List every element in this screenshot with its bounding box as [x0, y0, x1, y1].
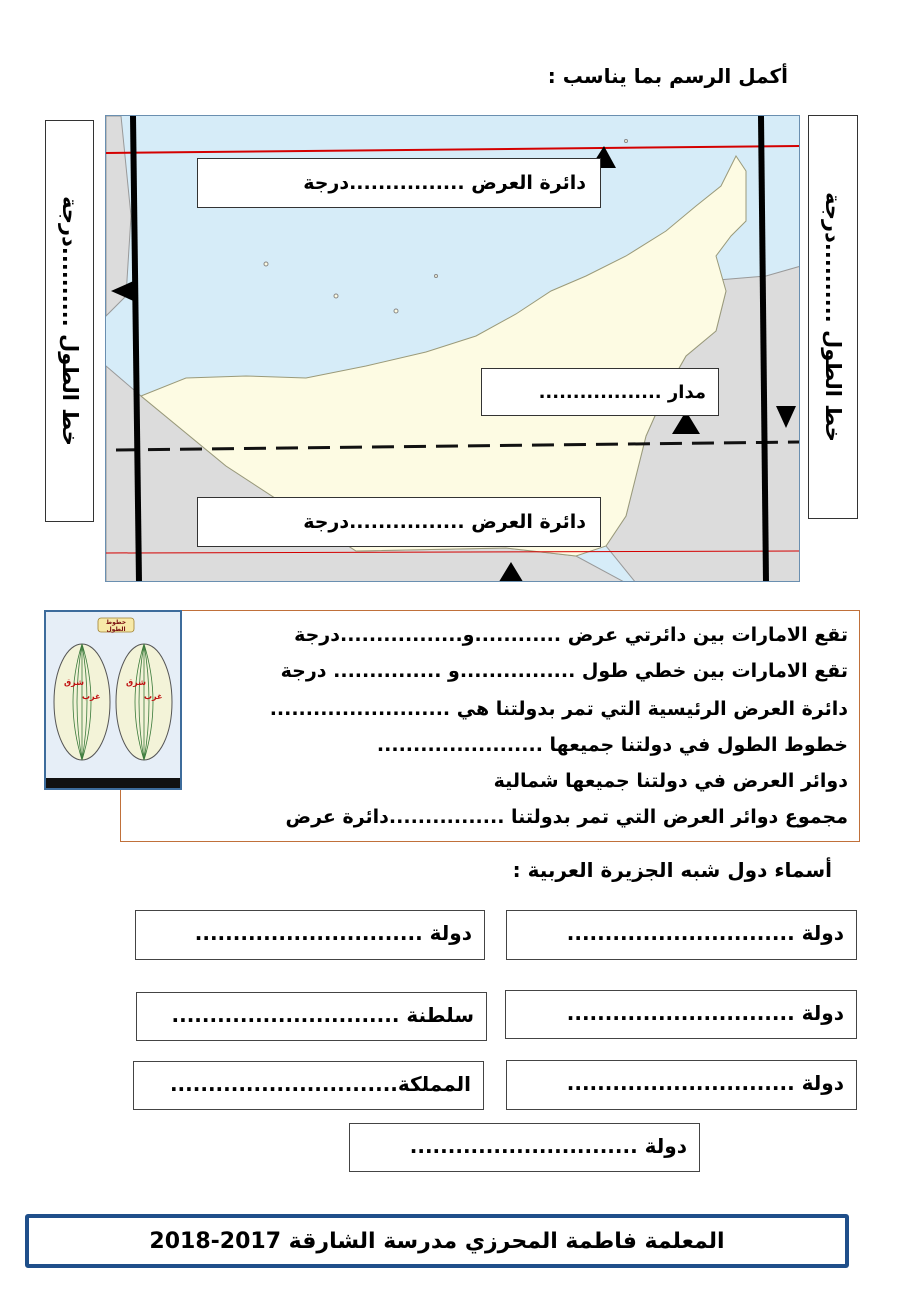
- footer-text: المعلمة فاطمة المحرزي مدرسة الشارقة 2017-2018: [149, 1228, 725, 1254]
- top-latitude-box: [197, 158, 601, 208]
- thumbnail-label-east-2: شرق: [126, 678, 146, 687]
- right-longitude-label: خط الطول ..........درجة: [821, 192, 845, 442]
- tropic-box: [481, 368, 719, 416]
- island: [435, 275, 438, 278]
- info-line-5: دوائر العرض في دولتنا جميعها شمالية: [493, 770, 848, 792]
- bottom-latitude-label: دائرة العرض ................درجة: [303, 511, 586, 533]
- country-box-r3-right: دولة ..............................: [506, 1060, 857, 1110]
- thumbnail-label-west-1: غرب: [82, 692, 101, 701]
- info-line-2: تقع الامارات بين خطي طول ................و ............... درجة: [280, 660, 848, 682]
- top-latitude-label: دائرة العرض ................درجة: [303, 172, 586, 194]
- island: [394, 309, 398, 313]
- tropic-label: مدار ..................: [538, 381, 706, 403]
- thumbnail-label-east-1: شرق: [64, 678, 84, 687]
- countries-heading: أسماء دول شبه الجزيرة العربية :: [512, 858, 832, 882]
- country-box-r1-left: دولة ..............................: [135, 910, 485, 960]
- left-longitude-box: [45, 120, 94, 522]
- info-line-4: خطوط الطول في دولتنا جميعها .......................: [376, 734, 848, 756]
- thumbnail-title: خطوط الطول: [105, 619, 127, 633]
- info-line-1: تقع الامارات بين دائرتي عرض ............و.................درجة: [294, 624, 848, 646]
- longitude-globe-thumbnail: [44, 610, 182, 790]
- island: [334, 294, 338, 298]
- right-longitude-box: [808, 115, 858, 519]
- footer-banner: [25, 1214, 849, 1268]
- country-box-r1-right: دولة ..............................: [506, 910, 857, 960]
- left-longitude-label: خط الطول ..........درجة: [57, 196, 82, 446]
- country-box-r3-left: المملكة..............................: [133, 1061, 484, 1110]
- instruction-heading: أكمل الرسم بما يناسب :: [547, 64, 788, 88]
- info-line-6: مجموع دوائر العرض التي تمر بدولتنا ................دائرة عرض: [285, 806, 848, 828]
- country-box-r2-left: سلطنة ..............................: [136, 992, 487, 1041]
- uae-map: [105, 115, 800, 582]
- island: [264, 262, 268, 266]
- country-box-r2-right: دولة ..............................: [505, 990, 857, 1039]
- country-box-r4-center: دولة ..............................: [349, 1123, 700, 1172]
- info-line-3: دائرة العرض الرئيسية التي تمر بدولتنا هي .........................: [269, 698, 848, 720]
- island: [625, 140, 628, 143]
- thumbnail-label-west-2: غرب: [144, 692, 163, 701]
- bottom-latitude-box: [197, 497, 601, 547]
